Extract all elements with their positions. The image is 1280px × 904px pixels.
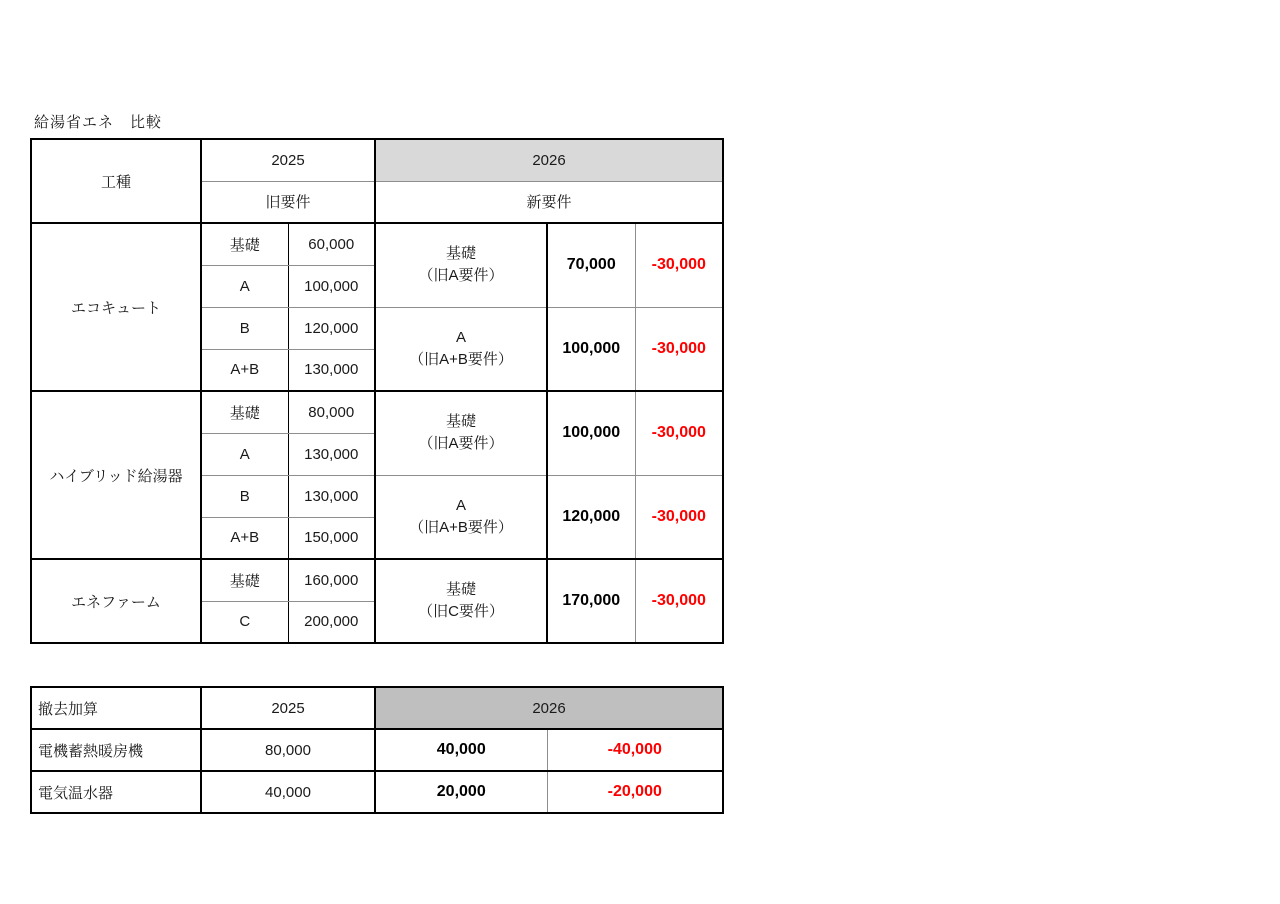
new-tier-note: （旧C要件） [418,603,504,620]
removal-addition-table [30,686,724,814]
table-row [31,559,723,601]
new-tier-name: 基礎 [445,413,476,431]
new-tier-name: 基礎 [445,245,476,263]
table-row [31,391,723,433]
old-tier-cell: B [201,475,288,517]
group-label-ecocute: エコキュート [31,223,201,391]
group-label-hybrid: ハイブリッド給湯器 [31,391,201,559]
year-2026-header-cell: 2026 [375,139,723,181]
old-amount-cell: 80,000 [288,391,375,433]
table-row [31,223,723,265]
diff-amount-cell: -30,000 [635,223,723,307]
old-amount-cell: 80,000 [201,729,375,771]
old-tier-cell: 基礎 [201,223,288,265]
old-tier-cell: C [201,601,288,643]
diff-amount-cell: -30,000 [651,592,706,609]
new-tier-name: 基礎 [445,581,476,598]
table-row [31,687,723,729]
device-label-cell: 電機蓄熱暖房機 [31,729,201,771]
old-amount-cell: 100,000 [288,265,375,307]
year-2025-header-cell: 2025 [201,687,375,729]
new-tier-name: A [455,328,466,346]
group-label-enefarm: エネファーム [31,559,201,643]
removal-header-cell: 撤去加算 [31,687,201,729]
new-tier-cell [375,559,547,643]
new-amount-cell: 170,000 [547,559,635,643]
old-tier-cell: B [201,307,288,349]
diff-amount-cell: -30,000 [635,307,723,391]
old-amount-cell: 150,000 [288,517,375,559]
new-requirement-header-cell: 新要件 [375,181,723,223]
diff-amount-cell: -40,000 [547,729,723,771]
new-tier-note: （旧A+B要件） [409,518,513,536]
old-tier-cell: A+B [201,349,288,391]
new-amount-cell: 20,000 [375,771,547,813]
year-2025-header-cell: 2025 [201,139,375,181]
new-tier-cell [375,475,547,559]
kind-header-cell: 工種 [31,139,201,223]
old-tier-cell: A [201,265,288,307]
new-amount-cell: 40,000 [375,729,547,771]
diff-amount-cell: -20,000 [607,783,662,800]
new-amount-cell: 120,000 [547,475,635,559]
new-tier-note: （旧A要件） [418,435,504,453]
subsidy-comparison-table [30,138,724,644]
old-amount-cell: 130,000 [288,475,375,517]
old-tier-cell: 基礎 [201,391,288,433]
new-amount-cell: 70,000 [547,223,635,307]
page-title: 給湯省エネ 比較 [34,114,163,131]
new-tier-name: A [455,496,466,514]
table-row [31,729,723,771]
new-amount-cell: 100,000 [547,307,635,391]
diff-amount-cell: -30,000 [635,391,723,475]
new-tier-cell [375,307,547,391]
device-label-cell: 電気温水器 [31,771,201,813]
old-amount-cell: 60,000 [288,223,375,265]
old-tier-cell: A [201,433,288,475]
year-2026-header-cell: 2026 [375,687,723,729]
old-amount-cell: 130,000 [288,349,375,391]
old-amount-cell: 120,000 [288,307,375,349]
old-amount-cell: 200,000 [288,601,375,643]
old-tier-cell: A+B [201,517,288,559]
new-tier-cell [375,223,547,307]
diff-amount-cell: -30,000 [635,475,723,559]
new-tier-note: （旧A要件） [418,267,504,285]
new-tier-cell [375,391,547,475]
old-amount-cell: 40,000 [201,771,375,813]
old-tier-cell: 基礎 [201,559,288,601]
old-requirement-header-cell: 旧要件 [201,181,375,223]
table-row [31,139,723,181]
old-amount-cell: 130,000 [288,433,375,475]
new-tier-note: （旧A+B要件） [409,350,513,368]
table-row [31,771,723,813]
old-amount-cell: 160,000 [288,559,375,601]
new-amount-cell: 100,000 [547,391,635,475]
